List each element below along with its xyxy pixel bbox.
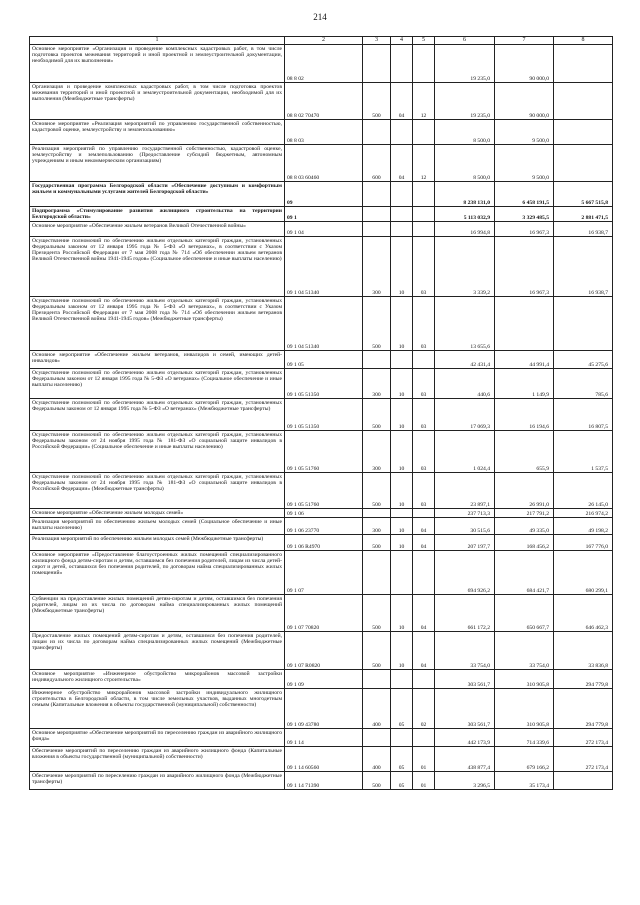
subsection-cell: 12 bbox=[413, 83, 435, 120]
amount-cell bbox=[554, 120, 613, 145]
amount-cell: 23 897,1 bbox=[435, 473, 495, 509]
section-cell bbox=[391, 670, 413, 689]
row-name-cell: Осуществление полномочий по обеспечению жильем отдельных категорий граждан, установленных Федеральным законом от 24 ноября 1995 года № 181-ФЗ «О социальной защите инвалидов в Российской Федерации» (Межбюджетные трансферты) bbox=[30, 473, 285, 509]
section-cell: 10 bbox=[391, 431, 413, 473]
classification-code-cell: 08 8 02 70470 bbox=[285, 83, 363, 120]
classification-code-cell: 09 bbox=[285, 182, 363, 207]
section-cell: 10 bbox=[391, 237, 413, 297]
classification-code-cell: 08 8 02 bbox=[285, 45, 363, 83]
expense-type-cell: 300 bbox=[363, 518, 391, 535]
expense-type-cell bbox=[363, 351, 391, 369]
section-cell: 05 bbox=[391, 747, 413, 772]
table-row bbox=[30, 182, 613, 207]
amount-cell: 694 926,2 bbox=[435, 551, 495, 595]
expense-type-cell: 500 bbox=[363, 473, 391, 509]
expense-type-cell: 400 bbox=[363, 689, 391, 729]
expense-type-cell bbox=[363, 182, 391, 207]
classification-code-cell: 08 8 03 bbox=[285, 120, 363, 145]
subsection-cell bbox=[413, 351, 435, 369]
amount-cell: 90 000,0 bbox=[495, 83, 554, 120]
section-cell: 10 bbox=[391, 473, 413, 509]
row-name-cell: Обеспечение мероприятий по переселению граждан из аварийного жилищного фонда (Межбюджетные трансферты) bbox=[30, 772, 285, 790]
amount-cell: 310 905,8 bbox=[495, 670, 554, 689]
table-row bbox=[30, 369, 613, 399]
table-row bbox=[30, 772, 613, 790]
amount-cell: 5 113 032,9 bbox=[435, 207, 495, 222]
amount-cell: 438 877,4 bbox=[435, 747, 495, 772]
amount-cell: 5 667 515,8 bbox=[554, 182, 613, 207]
subsection-cell: 03 bbox=[413, 473, 435, 509]
expense-type-cell: 300 bbox=[363, 369, 391, 399]
amount-cell: 272 173,4 bbox=[554, 747, 613, 772]
section-cell: 10 bbox=[391, 297, 413, 351]
section-cell bbox=[391, 729, 413, 747]
subsection-cell bbox=[413, 729, 435, 747]
section-cell bbox=[391, 222, 413, 237]
amount-cell: 16 938,7 bbox=[554, 237, 613, 297]
section-cell: 05 bbox=[391, 772, 413, 790]
subsection-cell bbox=[413, 207, 435, 222]
row-name-cell: Подпрограмма «Стимулирование развития жилищного строительства на территории Белгородской области» bbox=[30, 207, 285, 222]
header-row bbox=[30, 37, 613, 45]
table-row bbox=[30, 297, 613, 351]
subsection-cell: 12 bbox=[413, 145, 435, 182]
row-name-cell: Реализация мероприятий по управлению государственной собственностью, кадастровой оценке, землеустройству и землепользованию (Предоставление субсидий бюджетным, автономным учреждениям и иным некоммерческим организациям) bbox=[30, 145, 285, 182]
amount-cell: 8 238 131,0 bbox=[435, 182, 495, 207]
amount-cell: 16 967,3 bbox=[495, 222, 554, 237]
header-cell: 6 bbox=[435, 37, 495, 45]
subsection-cell bbox=[413, 509, 435, 518]
amount-cell: 33 754,0 bbox=[495, 632, 554, 670]
row-name-cell: Осуществление полномочий по обеспечению жильем отдельных категорий граждан, установленных Федеральным законом от 12 января 1995 года № 5-ФЗ «О ветеранах», в соответствии с Указом Президента Российской Федерации от 7 мая 2008 года № 714 «Об обеспечении жильем ветеранов Великой Отечественной войны 1941-1945 годов» (Межбюджетные трансферты) bbox=[30, 297, 285, 351]
amount-cell: 26 145,0 bbox=[554, 473, 613, 509]
amount-cell: 35 173,4 bbox=[495, 772, 554, 790]
amount-cell: 650 667,7 bbox=[495, 595, 554, 632]
subsection-cell: 04 bbox=[413, 632, 435, 670]
header-cell: 4 bbox=[391, 37, 413, 45]
row-name-cell: Основное мероприятие «Обеспечение мероприятий по переселению граждан из аварийного жилищного фонда» bbox=[30, 729, 285, 747]
table-row bbox=[30, 518, 613, 535]
table-row bbox=[30, 399, 613, 431]
amount-cell: 303 561,7 bbox=[435, 670, 495, 689]
classification-code-cell: 09 1 05 51350 bbox=[285, 399, 363, 431]
classification-code-cell: 09 1 09 43780 bbox=[285, 689, 363, 729]
table-row bbox=[30, 237, 613, 297]
section-cell: 10 bbox=[391, 535, 413, 551]
section-cell: 10 bbox=[391, 595, 413, 632]
table-row bbox=[30, 551, 613, 595]
amount-cell: 90 000,0 bbox=[495, 45, 554, 83]
classification-code-cell: 09 1 06 23770 bbox=[285, 518, 363, 535]
amount-cell: 44 991,4 bbox=[495, 351, 554, 369]
classification-code-cell: 09 1 05 51760 bbox=[285, 431, 363, 473]
amount-cell: 1 024,4 bbox=[435, 431, 495, 473]
table-row bbox=[30, 689, 613, 729]
table-row bbox=[30, 145, 613, 182]
amount-cell bbox=[554, 145, 613, 182]
expense-type-cell: 600 bbox=[363, 145, 391, 182]
classification-code-cell: 08 8 03 60460 bbox=[285, 145, 363, 182]
amount-cell: 3 296,5 bbox=[435, 772, 495, 790]
amount-cell: 294 779,8 bbox=[554, 689, 613, 729]
table-row bbox=[30, 670, 613, 689]
classification-code-cell: 09 1 05 51350 bbox=[285, 369, 363, 399]
section-cell: 10 bbox=[391, 369, 413, 399]
classification-code-cell: 09 1 05 bbox=[285, 351, 363, 369]
subsection-cell bbox=[413, 45, 435, 83]
expense-type-cell bbox=[363, 729, 391, 747]
row-name-cell: Субвенции на предоставление жилых помещений детям-сиротам и детям, оставшимся без попечения родителей, лицам из их числа по договорам найма специализированных жилых помещений (Межбюджетные трансферты) bbox=[30, 595, 285, 632]
subsection-cell: 02 bbox=[413, 689, 435, 729]
amount-cell: 684 421,7 bbox=[495, 551, 554, 595]
subsection-cell bbox=[413, 222, 435, 237]
section-cell: 05 bbox=[391, 689, 413, 729]
amount-cell: 42 431,4 bbox=[435, 351, 495, 369]
amount-cell: 303 561,7 bbox=[435, 689, 495, 729]
subsection-cell: 01 bbox=[413, 772, 435, 790]
row-name-cell: Основное мероприятие «Обеспечение жильем ветеранов Великой Отечественной войны» bbox=[30, 222, 285, 237]
section-cell bbox=[391, 351, 413, 369]
classification-code-cell: 09 1 bbox=[285, 207, 363, 222]
amount-cell: 294 779,8 bbox=[554, 670, 613, 689]
amount-cell: 2 881 471,5 bbox=[554, 207, 613, 222]
expense-type-cell: 300 bbox=[363, 431, 391, 473]
classification-code-cell: 09 1 05 51760 bbox=[285, 473, 363, 509]
subsection-cell: 04 bbox=[413, 595, 435, 632]
section-cell: 10 bbox=[391, 632, 413, 670]
classification-code-cell: 09 1 07 70820 bbox=[285, 595, 363, 632]
amount-cell: 19 235,0 bbox=[435, 45, 495, 83]
table-row bbox=[30, 222, 613, 237]
section-cell: 10 bbox=[391, 518, 413, 535]
amount-cell: 13 655,6 bbox=[435, 297, 495, 351]
row-name-cell: Основное мероприятие «Обеспечение жильем ветеранов, инвалидов и семей, имеющих детей-инвалидов» bbox=[30, 351, 285, 369]
amount-cell: 19 235,0 bbox=[435, 83, 495, 120]
section-cell bbox=[391, 45, 413, 83]
row-name-cell: Основное мероприятие «Обеспечение жильем молодых семей» bbox=[30, 509, 285, 518]
amount-cell: 440,6 bbox=[435, 369, 495, 399]
amount-cell bbox=[554, 772, 613, 790]
section-cell: 10 bbox=[391, 399, 413, 431]
amount-cell: 33 754,0 bbox=[435, 632, 495, 670]
row-name-cell: Осуществление полномочий по обеспечению жильем отдельных категорий граждан, установленных Федеральным законом от 12 января 1995 года № 5-ФЗ «О ветеранах» (Межбюджетные трансферты) bbox=[30, 399, 285, 431]
subsection-cell bbox=[413, 551, 435, 595]
amount-cell: 680 299,1 bbox=[554, 551, 613, 595]
subsection-cell: 04 bbox=[413, 535, 435, 551]
row-name-cell: Основное мероприятие «Инженерное обустройство микрорайонов массовой застройки индивидуального жилищного строительства» bbox=[30, 670, 285, 689]
section-cell: 04 bbox=[391, 83, 413, 120]
expense-type-cell: 500 bbox=[363, 595, 391, 632]
table-row bbox=[30, 120, 613, 145]
row-name-cell: Осуществление полномочий по обеспечению жильем отдельных категорий граждан, установленных Федеральным законом от 12 января 1995 года № 5-ФЗ «О ветеранах», в соответствии с Указом Президента Российской Федерации от 7 мая 2008 года № 714 «Об обеспечении жильем ветеранов Великой Отечественной войны 1941-1945 годов» (Социальное обеспечение и иные выплаты населению) bbox=[30, 237, 285, 297]
amount-cell: 1 537,5 bbox=[554, 431, 613, 473]
header-cell: 5 bbox=[413, 37, 435, 45]
subsection-cell: 01 bbox=[413, 747, 435, 772]
section-cell bbox=[391, 207, 413, 222]
expense-type-cell: 500 bbox=[363, 632, 391, 670]
amount-cell: 442 173,9 bbox=[435, 729, 495, 747]
amount-cell: 646 462,3 bbox=[554, 595, 613, 632]
section-cell: 04 bbox=[391, 145, 413, 182]
amount-cell: 168 456,2 bbox=[495, 535, 554, 551]
classification-code-cell: 09 1 04 51340 bbox=[285, 297, 363, 351]
table-row bbox=[30, 509, 613, 518]
subsection-cell: 03 bbox=[413, 369, 435, 399]
amount-cell: 33 836,8 bbox=[554, 632, 613, 670]
amount-cell: 785,6 bbox=[554, 369, 613, 399]
table-row bbox=[30, 632, 613, 670]
header-cell: 3 bbox=[363, 37, 391, 45]
amount-cell: 679 166,2 bbox=[495, 747, 554, 772]
table-row bbox=[30, 431, 613, 473]
page-number: 214 bbox=[313, 12, 327, 22]
section-cell bbox=[391, 120, 413, 145]
expense-type-cell: 500 bbox=[363, 772, 391, 790]
amount-cell: 3 339,2 bbox=[435, 237, 495, 297]
expense-type-cell bbox=[363, 551, 391, 595]
table-row bbox=[30, 207, 613, 222]
table-row bbox=[30, 729, 613, 747]
expense-type-cell: 500 bbox=[363, 399, 391, 431]
amount-cell: 310 905,8 bbox=[495, 689, 554, 729]
amount-cell: 9 500,0 bbox=[495, 120, 554, 145]
classification-code-cell: 09 1 07 bbox=[285, 551, 363, 595]
table-body bbox=[30, 37, 613, 790]
amount-cell: 272 173,4 bbox=[554, 729, 613, 747]
classification-code-cell: 09 1 04 bbox=[285, 222, 363, 237]
expense-type-cell: 500 bbox=[363, 297, 391, 351]
amount-cell bbox=[554, 83, 613, 120]
row-name-cell: Инженерное обустройство микрорайонов массовой застройки индивидуального жилищного строительства в Белгородской области, в том числе земельных участков, выданных многодетным семьям (Капитальные вложения в объекты государственной (муниципальной) собственности) bbox=[30, 689, 285, 729]
section-cell bbox=[391, 551, 413, 595]
amount-cell: 30 515,6 bbox=[435, 518, 495, 535]
subsection-cell bbox=[413, 182, 435, 207]
amount-cell: 16 194,6 bbox=[495, 399, 554, 431]
header-cell: 2 bbox=[285, 37, 363, 45]
budget-table-container bbox=[29, 36, 612, 790]
row-name-cell: Предоставление жилых помещений детям-сиротам и детям, оставшимся без попечения родителей, лицам из их числа по договорам найма специализированных жилых помещений (Межбюджетные трансферты) bbox=[30, 632, 285, 670]
row-name-cell: Организация и проведение комплексных кадастровых работ, в том числе подготовка проектов межевания территорий и иной проектной и землеустроительной документации, необходимой для их выполнения (Межбюджетные трансферты) bbox=[30, 83, 285, 120]
amount-cell: 217 791,2 bbox=[495, 509, 554, 518]
table-row bbox=[30, 747, 613, 772]
subsection-cell: 03 bbox=[413, 237, 435, 297]
amount-cell: 16 994,8 bbox=[435, 222, 495, 237]
classification-code-cell: 09 1 06 bbox=[285, 509, 363, 518]
amount-cell: 45 275,6 bbox=[554, 351, 613, 369]
expense-type-cell bbox=[363, 670, 391, 689]
row-name-cell: Основное мероприятие «Реализация мероприятий по управлению государственной собственностью, кадастровой оценке, землеустройству и землепользованию» bbox=[30, 120, 285, 145]
budget-table bbox=[29, 36, 613, 790]
row-name-cell: Осуществление полномочий по обеспечению жильем отдельных категорий граждан, установленных Федеральным законом от 12 января 1995 года № 5-ФЗ «О ветеранах» (Социальное обеспечение и иные выплаты населению) bbox=[30, 369, 285, 399]
amount-cell: 49 335,0 bbox=[495, 518, 554, 535]
amount-cell: 16 967,3 bbox=[495, 237, 554, 297]
row-name-cell: Основное мероприятие «Предоставление благоустроенных жилых помещений специализированного жилищного фонда детям-сиротам и детям, оставшимся без попечения родителей, лицам из числа детей-сирот и детей, оставшихся без попечения родителей, по договорам найма специализированных жилых помещений» bbox=[30, 551, 285, 595]
amount-cell: 49 198,2 bbox=[554, 518, 613, 535]
amount-cell: 216 974,2 bbox=[554, 509, 613, 518]
header-cell: 7 bbox=[495, 37, 554, 45]
header-cell: 8 bbox=[554, 37, 613, 45]
table-row bbox=[30, 595, 613, 632]
table-row bbox=[30, 351, 613, 369]
subsection-cell: 03 bbox=[413, 431, 435, 473]
amount-cell: 655,9 bbox=[495, 431, 554, 473]
subsection-cell: 03 bbox=[413, 399, 435, 431]
amount-cell: 26 991,0 bbox=[495, 473, 554, 509]
amount-cell bbox=[554, 297, 613, 351]
section-cell bbox=[391, 182, 413, 207]
amount-cell: 661 172,2 bbox=[435, 595, 495, 632]
amount-cell: 16 807,5 bbox=[554, 399, 613, 431]
amount-cell bbox=[554, 45, 613, 83]
classification-code-cell: 09 1 09 bbox=[285, 670, 363, 689]
section-cell bbox=[391, 509, 413, 518]
expense-type-cell bbox=[363, 120, 391, 145]
expense-type-cell bbox=[363, 509, 391, 518]
row-name-cell: Государственная программа Белгородской области «Обеспечение доступным и комфортным жильем и коммунальными услугами жителей Белгородской области» bbox=[30, 182, 285, 207]
table-row bbox=[30, 83, 613, 120]
amount-cell: 167 776,0 bbox=[554, 535, 613, 551]
classification-code-cell: 09 1 07 R0820 bbox=[285, 632, 363, 670]
expense-type-cell: 300 bbox=[363, 237, 391, 297]
row-name-cell: Реализация мероприятий по обеспечению жильем молодых семей (Социальное обеспечение и иные выплаты населению) bbox=[30, 518, 285, 535]
classification-code-cell: 09 1 14 60560 bbox=[285, 747, 363, 772]
header-cell: 1 bbox=[30, 37, 285, 45]
amount-cell: 8 500,0 bbox=[435, 145, 495, 182]
amount-cell: 207 197,7 bbox=[435, 535, 495, 551]
expense-type-cell: 500 bbox=[363, 83, 391, 120]
classification-code-cell: 09 1 14 71390 bbox=[285, 772, 363, 790]
row-name-cell: Реализация мероприятий по обеспечению жильем молодых семей (Межбюджетные трансферты) bbox=[30, 535, 285, 551]
amount-cell: 237 713,3 bbox=[435, 509, 495, 518]
row-name-cell: Основное мероприятие «Организация и проведение комплексных кадастровых работ, в том числе подготовка проектов межевания территорий и иной проектной и землеустроительной документации, необходимой для их выполнения» bbox=[30, 45, 285, 83]
expense-type-cell: 400 bbox=[363, 747, 391, 772]
expense-type-cell: 500 bbox=[363, 535, 391, 551]
amount-cell: 6 458 191,5 bbox=[495, 182, 554, 207]
subsection-cell: 04 bbox=[413, 518, 435, 535]
classification-code-cell: 09 1 06 R4970 bbox=[285, 535, 363, 551]
expense-type-cell bbox=[363, 207, 391, 222]
amount-cell bbox=[495, 297, 554, 351]
amount-cell: 714 339,6 bbox=[495, 729, 554, 747]
amount-cell: 8 500,0 bbox=[435, 120, 495, 145]
row-name-cell: Обеспечение мероприятий по переселению граждан из аварийного жилищного фонда (Капитальные вложения в объекты государственной (муниципальной) собственности) bbox=[30, 747, 285, 772]
amount-cell: 3 329 485,5 bbox=[495, 207, 554, 222]
table-row bbox=[30, 535, 613, 551]
subsection-cell bbox=[413, 670, 435, 689]
subsection-cell bbox=[413, 120, 435, 145]
classification-code-cell: 09 1 04 51340 bbox=[285, 237, 363, 297]
subsection-cell: 03 bbox=[413, 297, 435, 351]
amount-cell: 17 069,3 bbox=[435, 399, 495, 431]
amount-cell: 9 500,0 bbox=[495, 145, 554, 182]
classification-code-cell: 09 1 14 bbox=[285, 729, 363, 747]
table-row bbox=[30, 45, 613, 83]
row-name-cell: Осуществление полномочий по обеспечению жильем отдельных категорий граждан, установленных Федеральным законом от 24 ноября 1995 года № 181-ФЗ «О социальной защите инвалидов в Российской Федерации» (Социальное обеспечение и иные выплаты населению) bbox=[30, 431, 285, 473]
amount-cell: 1 149,9 bbox=[495, 369, 554, 399]
table-row bbox=[30, 473, 613, 509]
amount-cell: 16 938,7 bbox=[554, 222, 613, 237]
expense-type-cell bbox=[363, 222, 391, 237]
expense-type-cell bbox=[363, 45, 391, 83]
